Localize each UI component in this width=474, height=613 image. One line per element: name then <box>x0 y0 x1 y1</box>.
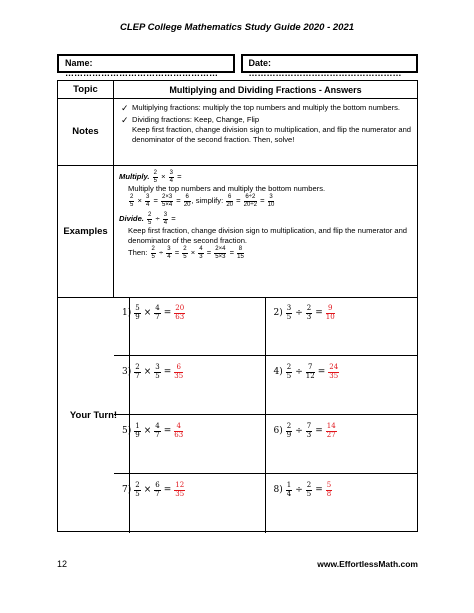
denominator: 3 <box>306 312 312 321</box>
answer-fraction <box>174 482 185 498</box>
note-multiplying: ✓ Multiplying fractions: multiply the top numbers and multiply the bottom numbers. <box>121 103 401 113</box>
denominator: 5 <box>135 489 140 498</box>
answer-fraction <box>328 364 339 380</box>
examples-row <box>58 165 417 298</box>
problem-expression <box>122 423 184 439</box>
numerator: 2 <box>306 481 312 489</box>
problem-number: 2) <box>273 308 283 318</box>
denominator: 35 <box>175 489 185 498</box>
equals-sign: = <box>163 367 172 377</box>
operator: × <box>143 308 152 318</box>
date-field[interactable]: Date: …………………………………………… <box>241 54 419 73</box>
page-number: 12 <box>57 559 68 569</box>
numerator: 2 <box>286 422 292 430</box>
numerator: 3 <box>155 363 160 371</box>
operator: × <box>143 485 152 495</box>
denominator: 12 <box>305 371 315 380</box>
operator: ÷ <box>295 426 303 436</box>
check-icon: ✓ <box>121 115 129 125</box>
problem-number: 3) <box>122 367 132 377</box>
numerator: 14 <box>326 422 336 430</box>
your-turn-row <box>58 297 417 533</box>
problem-cell <box>114 356 266 415</box>
numerator: 2 <box>135 481 140 489</box>
fraction <box>306 305 312 321</box>
operator: ÷ <box>295 308 303 318</box>
problem-number: 4) <box>273 367 283 377</box>
denominator: 3 <box>306 430 312 439</box>
denominator: 7 <box>155 312 160 321</box>
name-date-row <box>57 54 418 78</box>
numerator: 2 <box>286 363 292 371</box>
numerator: 1 <box>135 422 140 430</box>
fraction <box>306 482 312 498</box>
problem-expression <box>274 482 334 498</box>
answer-fraction <box>174 423 183 439</box>
multiply-keyword: Multiply. <box>119 172 150 181</box>
fraction <box>134 482 140 498</box>
problem-number: 7) <box>122 485 132 495</box>
multiply-worked: $\frac{2}{5}$ × $\frac{3}{4}$ = $\frac{2\times 3}{5\times 4}$ = $\frac{6}{20}$ , simplify: $\frac{6}{20}$ = $\frac{6\div 2}{20\div 2}$ = $\frac{3}{10}$ <box>130 194 275 208</box>
equals-sign: = <box>163 308 172 318</box>
examples-label: Examples <box>58 165 114 297</box>
equals-sign: = <box>315 308 323 318</box>
numerator: 4 <box>155 304 160 312</box>
fraction <box>306 423 312 439</box>
numerator: 1 <box>286 481 292 489</box>
denominator: 9 <box>135 312 140 321</box>
denominator: 35 <box>329 371 339 380</box>
answer-fraction <box>326 482 332 498</box>
numerator: 5 <box>135 304 140 312</box>
problem-number: 8) <box>273 485 283 495</box>
numerator: 12 <box>175 481 185 489</box>
numerator: 9 <box>326 305 335 314</box>
equals-sign: = <box>317 367 326 377</box>
divide-keyword: Divide. <box>119 214 144 223</box>
problem-cell <box>114 474 266 533</box>
answer-fraction <box>326 305 335 321</box>
fraction <box>286 482 292 498</box>
denominator: 5 <box>286 371 292 380</box>
fraction <box>154 364 160 380</box>
multiply-description: Multiply the top numbers and multiply the bottom numbers. <box>128 184 326 193</box>
topic-title: Multiplying and Dividing Fractions - Answers <box>169 84 362 95</box>
notes-label: Notes <box>58 98 114 165</box>
worksheet-table <box>57 80 418 532</box>
problem-expression <box>274 305 336 321</box>
problem-cell <box>266 474 418 533</box>
problem-grid <box>114 297 417 533</box>
operator: × <box>143 426 152 436</box>
numerator: 6 <box>155 481 160 489</box>
examples-content: Multiply. $\frac{2}{5}$ × $\frac{3}{4}$ = Multiply the top numbers and multiply the bottom numbers. $\frac{2}{5}$ × $\frac{3}{4}$ = $\frac{2\times 3}{5\times 4}$ = $\frac{6}{20}$ , simplify: $\frac{6}{20}$ = $\frac{6\div 2}{20\div 2}$ = $\frac{3}{10}$ Divide. $\frac{2}{5}$ ÷ $\frac{3}{4}$ = Keep first fraction, change division sign to multiplication, and flip the numerator and denominator of the second fraction. Then: $\frac{2}{5}$ ÷ $\frac{3}{4}$ = $\frac{2}{5}$ × $\frac{4}{3}$ = $\frac{2\times 4}{5\times 3}$ = $\frac{8}{15}$ <box>114 165 417 297</box>
fraction <box>286 423 292 439</box>
fraction <box>154 482 160 498</box>
fraction <box>134 423 140 439</box>
fraction <box>154 423 160 439</box>
fraction <box>286 364 292 380</box>
numerator: 4 <box>174 423 183 432</box>
denominator: 4 <box>286 489 292 498</box>
note-dividing: ✓ Dividing fractions: Keep, Change, Flip Keep first fraction, change division sign to multiplication, and flip the numerator and denominator of the second fraction. Then, solve! <box>121 115 412 144</box>
denominator: 35 <box>174 371 184 380</box>
denominator: 10 <box>325 312 335 321</box>
numerator: 6 <box>174 364 183 373</box>
problem-number: 6) <box>273 426 283 436</box>
notes-row <box>58 98 417 166</box>
fraction <box>134 364 140 380</box>
problem-expression <box>274 364 341 380</box>
answer-fraction <box>174 364 183 380</box>
problem-cell <box>266 356 418 415</box>
numerator: 2 <box>306 304 312 312</box>
check-icon: ✓ <box>121 103 129 113</box>
denominator: 5 <box>155 371 160 380</box>
equals-sign: = <box>163 426 172 436</box>
problem-number: 1) <box>122 308 132 318</box>
problem-expression <box>274 423 338 439</box>
fraction <box>286 305 292 321</box>
denominator: 5 <box>306 489 312 498</box>
denominator: 63 <box>174 430 184 439</box>
page-header: CLEP College Mathematics Study Guide 2020 - 2021 <box>119 22 355 33</box>
numerator: 20 <box>175 304 185 312</box>
denominator: 7 <box>155 489 160 498</box>
denominator: 7 <box>155 430 160 439</box>
numerator: 7 <box>306 422 312 430</box>
operator: ÷ <box>295 485 303 495</box>
denominator: 27 <box>326 430 336 439</box>
numerator: 3 <box>286 304 292 312</box>
denominator: 9 <box>286 430 292 439</box>
denominator: 63 <box>175 312 185 321</box>
fraction <box>134 305 140 321</box>
problem-cell <box>266 297 418 356</box>
denominator: 5 <box>286 312 292 321</box>
footer-url: www.EffortlessMath.com <box>317 559 418 569</box>
fraction <box>154 305 160 321</box>
equals-sign: = <box>163 485 172 495</box>
topic-label: Topic <box>58 81 114 98</box>
answer-fraction <box>326 423 337 439</box>
problem-cell <box>114 415 266 474</box>
answer-fraction <box>174 305 185 321</box>
equals-sign: = <box>315 485 323 495</box>
numerator: 24 <box>329 363 339 371</box>
problem-number: 5) <box>122 426 132 436</box>
divide-description: Keep first fraction, change division sign to multiplication, and flip the numerator and denominator of the second fraction. <box>128 226 408 245</box>
your-turn-label: Your Turn! <box>58 297 130 533</box>
denominator: 8 <box>326 489 332 498</box>
divide-worked: Then: $\frac{2}{5}$ ÷ $\frac{3}{4}$ = $\frac{2}{5}$ × $\frac{4}{3}$ = $\frac{2\times 4}{5\times 3}$ = $\frac{8}{15}$ <box>128 246 244 260</box>
problem-expression <box>122 305 186 321</box>
fraction <box>306 364 315 380</box>
equals-sign: = <box>315 426 323 436</box>
name-field[interactable]: Name: …………………………………………… <box>57 54 235 73</box>
operator: × <box>143 367 152 377</box>
problem-cell <box>266 415 418 474</box>
denominator: 9 <box>135 430 140 439</box>
operator: ÷ <box>295 367 303 377</box>
topic-row <box>58 81 417 99</box>
problem-expression <box>122 364 184 380</box>
problem-cell <box>114 297 266 356</box>
denominator: 7 <box>135 371 140 380</box>
numerator: 2 <box>135 363 140 371</box>
problem-expression <box>122 482 186 498</box>
numerator: 5 <box>326 481 332 489</box>
numerator: 4 <box>155 422 160 430</box>
numerator: 7 <box>306 364 315 373</box>
